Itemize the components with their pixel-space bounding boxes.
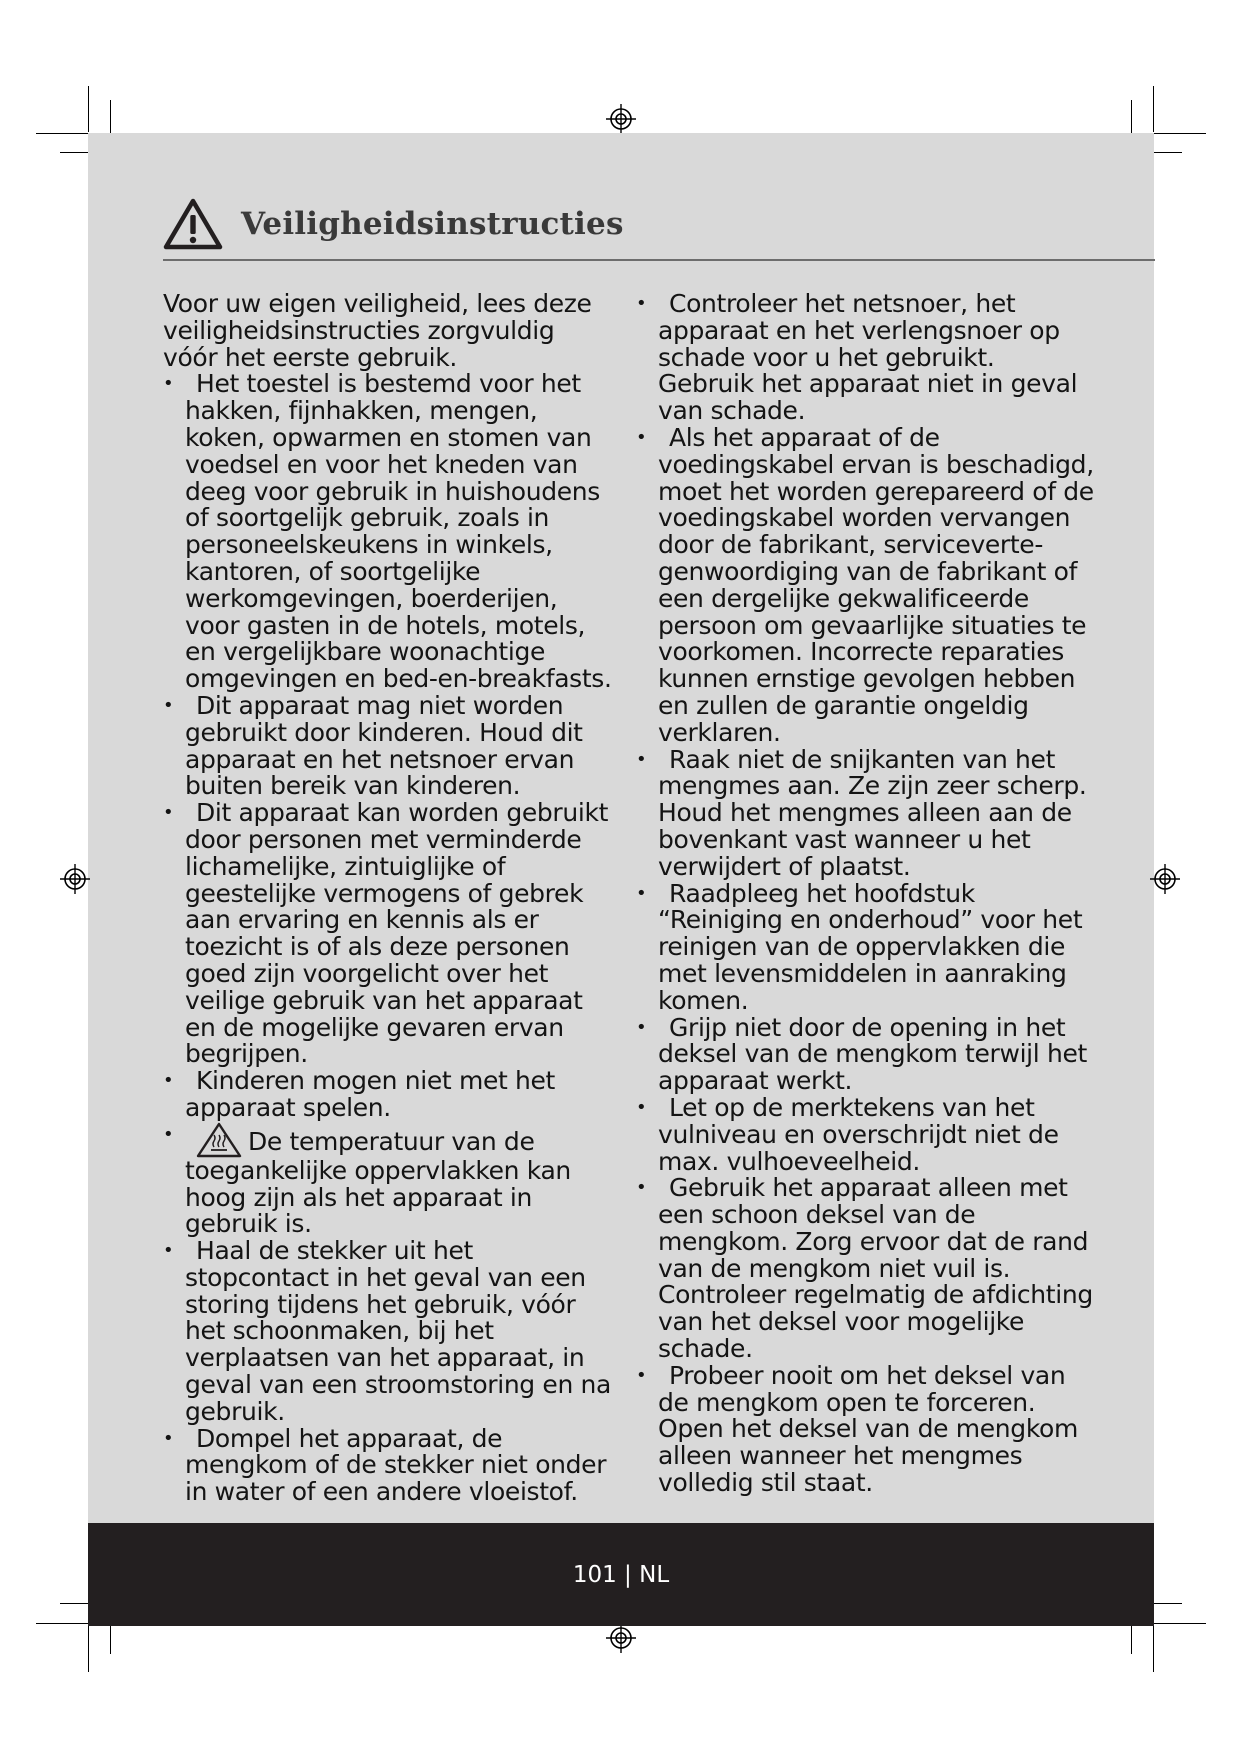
crop-mark xyxy=(1152,152,1182,153)
safety-list-right xyxy=(636,291,1096,1497)
registration-mark-icon xyxy=(60,864,90,894)
registration-mark-icon xyxy=(606,104,636,134)
crop-mark xyxy=(1154,1623,1206,1624)
crop-mark xyxy=(88,86,89,132)
crop-mark xyxy=(36,133,88,134)
crop-mark xyxy=(36,1623,88,1624)
intro-paragraph: Voor uw eigen veiligheid, lees deze veiligheidsinstructies zorgvuldig vóór het eerste gebruik. xyxy=(163,289,592,372)
list-item-hot-surface xyxy=(163,1122,615,1238)
registration-mark-icon xyxy=(606,1623,636,1653)
crop-mark xyxy=(1152,1603,1182,1604)
page-footer xyxy=(88,1523,1154,1626)
left-column xyxy=(163,291,615,1506)
page-number: 101 | NL xyxy=(572,1561,670,1588)
list-item: • Probeer nooit om het deksel van de mengkom open te forceren. Open het deksel van de mengkom alleen wanneer het mengmes volledig stil staat. xyxy=(636,1363,1096,1497)
list-item-text: De temperatuur van de toegankelijke oppervlakken kan hoog zijn als het apparaat in gebruik is. xyxy=(185,1126,571,1239)
list-item: • Dit apparaat mag niet worden gebruikt door kinderen. Houd dit apparaat en het netsnoer ervan buiten bereik van kinderen. xyxy=(163,693,615,800)
heading-divider xyxy=(163,259,1155,261)
hot-surface-icon xyxy=(196,1122,242,1158)
list-item: • Gebruik het apparaat alleen met een schoon deksel van de mengkom. Zorg ervoor dat de rand van de mengkom niet vuil is. Controleer regelmatig de afdichting van het deksel voor mogelijke schade. xyxy=(636,1175,1096,1363)
list-item: • Haal de stekker uit het stopcontact in het geval van een storing tijdens het gebruik, vóór het schoonmaken, bij het verplaatsen van het apparaat, in geval van een stroomstoring en na gebruik. xyxy=(163,1238,615,1426)
crop-mark xyxy=(110,100,111,134)
list-item: • Dit apparaat kan worden gebruikt door personen met verminderde lichamelijke, zintuiglijke of geestelijke vermogens of gebrek aan ervaring en kennis als er toezicht is of als deze personen goed zijn voorgelicht over het veilige gebruik van het apparaat en de mogelijke gevaren ervan begrijpen. xyxy=(163,800,615,1068)
list-item: • Controleer het netsnoer, het apparaat en het verlengsnoer op schade voor u het gebruikt. Gebruik het apparaat niet in geval van schade. xyxy=(636,291,1096,425)
crop-mark xyxy=(1131,100,1132,134)
safety-list-left xyxy=(163,371,615,1506)
registration-mark-icon xyxy=(1150,864,1180,894)
crop-mark xyxy=(60,152,90,153)
crop-mark xyxy=(1153,86,1154,132)
page-title: Veiligheidsinstructies xyxy=(241,206,624,242)
crop-mark xyxy=(1154,133,1206,134)
list-item: • Raak niet de snijkanten van het mengmes aan. Ze zijn zeer scherp. Houd het mengmes alleen aan de bovenkant vast wanneer u het verwijdert of plaatst. xyxy=(636,747,1096,881)
crop-mark xyxy=(60,1603,90,1604)
list-item: • Let op de merktekens van het vulniveau en overschrijdt niet de max. vulhoeveelheid. xyxy=(636,1095,1096,1175)
crop-mark xyxy=(88,1626,89,1672)
list-item: • Het toestel is bestemd voor het hakken, fijnhakken, mengen, koken, opwarmen en stomen van voedsel en voor het kneden van deeg voor gebruik in huishoudens of soortgelijk gebruik, zoals in personeelskeukens in winkels, kantoren, of soortgelijke werkomgevingen, boerderijen, voor gasten in de hotels, motels, en vergelijkbare woonachtige omgevingen en bed-en-breakfasts. xyxy=(163,371,615,693)
list-item: • Raadpleeg het hoofdstuk “Reiniging en onderhoud” voor het reinigen van de oppervlakken die met levensmiddelen in aanraking komen. xyxy=(636,881,1096,1015)
warning-triangle-icon xyxy=(163,198,223,250)
list-item: • Grijp niet door de opening in het deksel van de mengkom terwijl het apparaat werkt. xyxy=(636,1015,1096,1095)
list-item: • Kinderen mogen niet met het apparaat spelen. xyxy=(163,1068,615,1122)
list-item: • Dompel het apparaat, de mengkom of de stekker niet onder in water of een andere vloeistof. xyxy=(163,1426,615,1506)
right-column xyxy=(636,291,1096,1497)
crop-mark xyxy=(1153,1626,1154,1672)
list-item: • Als het apparaat of de voedingskabel ervan is beschadigd, moet het worden gerepareerd of de voedingskabel worden vervangen door de fabrikant, servicevertegenwoordiging van de fabrikant of een dergelijke gekwalificeerde persoon om gevaarlijke situaties te voorkomen. Incorrecte reparaties kunnen ernstige gevolgen hebben en zullen de garantie ongeldig verklaren. xyxy=(636,425,1096,747)
section-heading xyxy=(163,186,1155,262)
